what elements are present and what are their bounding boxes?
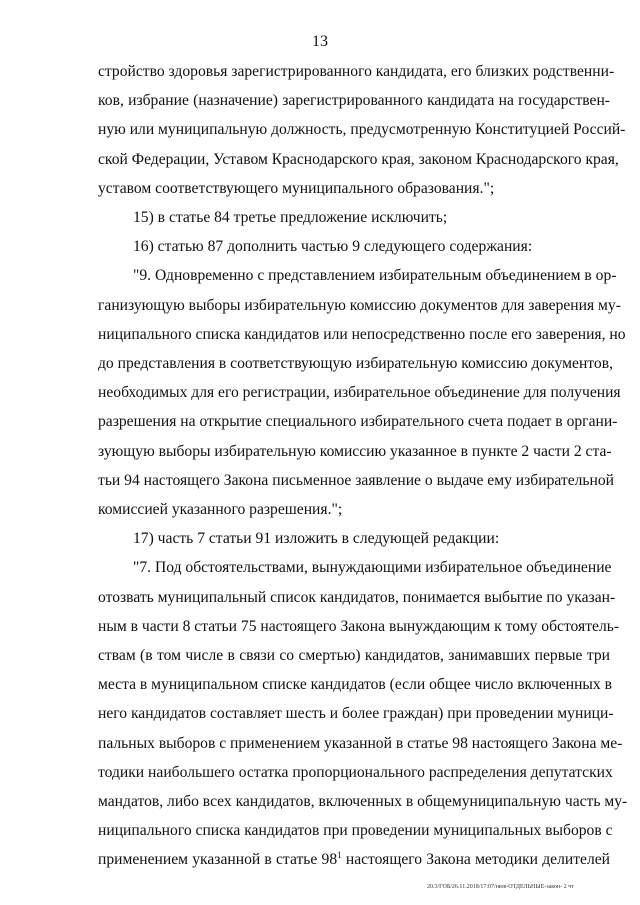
text-line: тьи 94 настоящего Закона письменное заявление о выдаче ему избирательной [98,471,615,489]
text-line: пальных выборов с применением указанной в статье 98 настоящего Закона ме- [98,734,623,752]
text-fragment: применением указанной в статье 98 [98,851,338,869]
text-line: мандатов, либо всех кандидатов, включенных в общемуниципальную часть му- [98,793,628,810]
text-fragment: настоящего Закона методики делителей [341,851,610,869]
text-line: отозвать муниципальный список кандидатов, понимается выбытие по указан- [98,588,616,606]
text-line: 17) часть 7 статьи 91 изложить в следующей редакции: [133,530,500,548]
text-line: "9. Одновременно с представлением избирательным объединением в ор- [133,267,617,285]
text-line: 15) в статье 84 третье предложение исключить; [133,209,448,226]
text-line: 16) статью 87 дополнить частью 9 следующего содержания: [133,238,533,256]
text-line: стройство здоровья зарегистрированного кандидата, его близких родственни- [98,63,615,80]
text-line: места в муниципальном списке кандидатов (если общее число включенных в [98,676,612,694]
text-line: ков, избрание (назначение) зарегистрированного кандидата на государствен- [98,92,610,110]
text-line: ным в части 8 статьи 75 настоящего Закона вынуждающим к тому обстоятель- [98,617,620,635]
text-line: необходимых для его регистрации, избирательное объединение для получения [98,384,621,402]
text-line: до представления в соответствующую избирательную комиссию документов, [98,355,613,372]
text-line-last [98,851,610,869]
page-number: 13 [312,33,328,50]
text-line: разрешения на открытие специального избирательного счета подает в органи- [98,413,618,431]
text-line: зующую выборы избирательную комиссию указанное в пункте 2 части 2 ста- [98,442,612,460]
text-line: "7. Под обстоятельствами, вынуждающими избирательное объединение [133,559,612,577]
text-line: него кандидатов составляет шесть и более граждан) при проведении муници- [98,705,614,723]
text-line: ской Федерации, Уставом Краснодарского края, законом Краснодарского края, [98,150,619,168]
superscript: 1 [337,850,342,861]
text-line: ниципального списка кандидатов или непосредственно после его заверения, но [98,325,626,343]
text-line: ную или муниципальную должность, предусмотренную Конституцией Россий- [98,121,626,139]
text-line: ниципального списка кандидатов при проведении муниципальных выборов с [98,822,613,840]
footer-stamp: 20.3/ГОБ/26.11.2018/17:07/нюв-ОТДЕЛЬНЫЕ-закон- 2 чт [427,883,574,890]
text-line: ствам (в том числе в связи со смертью) кандидатов, занимавших первые три [98,647,610,664]
text-line: тодики наибольшего остатка пропорционального распределения депутатских [98,763,613,781]
text-line: ганизующую выборы избирательную комиссию документов для заверения му- [98,296,621,314]
text-line: комиссией указанного разрешения."; [98,501,343,518]
text-line: уставом соответствующего муниципального образования."; [98,179,495,197]
